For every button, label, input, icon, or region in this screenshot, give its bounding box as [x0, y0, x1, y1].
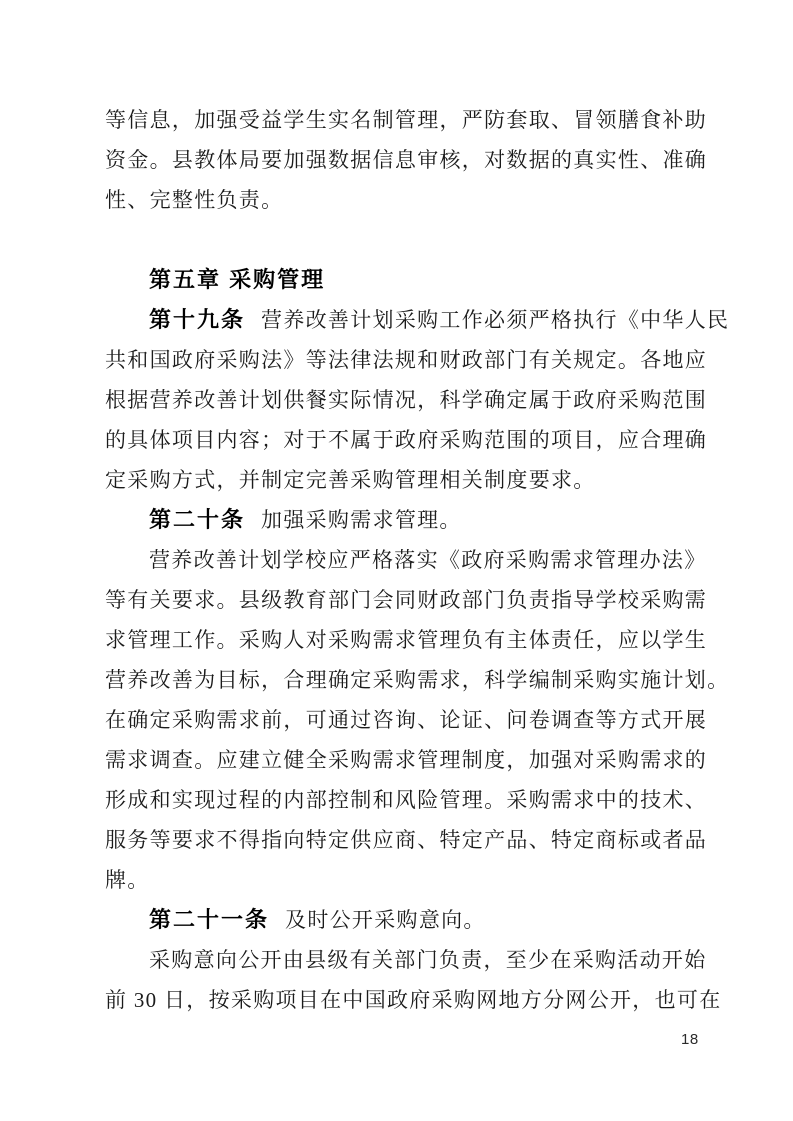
article-line [105, 500, 715, 540]
text-line: 前 30 日，按采购项目在中国政府采购网地方分网公开，也可在 [105, 988, 722, 1012]
text-line: 资金。县教体局要加强数据信息审核，对数据的真实性、准确 [105, 148, 708, 172]
text-line: 等信息，加强受益学生实名制管理，严防套取、冒领膳食补助 [105, 108, 708, 132]
text-line: 在确定采购需求前，可通过咨询、论证、问卷调查等方式开展 [105, 708, 708, 732]
article-text: 营养改善计划采购工作必须严格执行《中华人民 [261, 308, 730, 332]
text-line: 采购意向公开由县级有关部门负责，至少在采购活动开始 [149, 948, 707, 972]
article-line [105, 300, 730, 340]
chapter-heading [105, 260, 715, 300]
text-line: 形成和实现过程的内部控制和风险管理。采购需求中的技术、 [105, 788, 708, 812]
document-body [105, 100, 730, 1020]
blank-line [105, 220, 715, 260]
text-line: 根据营养改善计划供餐实际情况，科学确定属于政府采购范围 [105, 388, 708, 412]
article-line [105, 900, 715, 940]
text-line: 营养改善为目标，合理确定采购需求，科学编制采购实施计划。 [105, 668, 730, 692]
text-line: 需求调查。应建立健全采购需求管理制度，加强对采购需求的 [105, 748, 708, 772]
article-text: 及时公开采购意向。 [285, 908, 486, 932]
text-line: 性、完整性负责。 [105, 188, 284, 212]
text-line: 定采购方式，并制定完善采购管理相关制度要求。 [105, 468, 596, 492]
article-text: 加强采购需求管理。 [261, 508, 462, 532]
article-number: 第十九条 [149, 307, 246, 332]
article-number: 第二十条 [149, 507, 246, 532]
chapter-title: 第五章 采购管理 [149, 267, 326, 292]
text-line: 求管理工作。采购人对采购需求管理负有主体责任，应以学生 [105, 628, 708, 652]
text-line: 的具体项目内容；对于不属于政府采购范围的项目，应合理确 [105, 428, 708, 452]
text-line: 营养改善计划学校应严格落实《政府采购需求管理办法》 [149, 548, 707, 572]
article-number: 第二十一条 [149, 907, 270, 932]
text-line: 等有关要求。县级教育部门会同财政部门负责指导学校采购需 [105, 588, 708, 612]
text-line: 服务等要求不得指向特定供应商、特定产品、特定商标或者品 [105, 828, 708, 852]
text-line: 牌。 [105, 868, 150, 892]
text-line: 共和国政府采购法》等法律法规和财政部门有关规定。各地应 [105, 348, 708, 372]
page-number: 18 [681, 1031, 699, 1048]
